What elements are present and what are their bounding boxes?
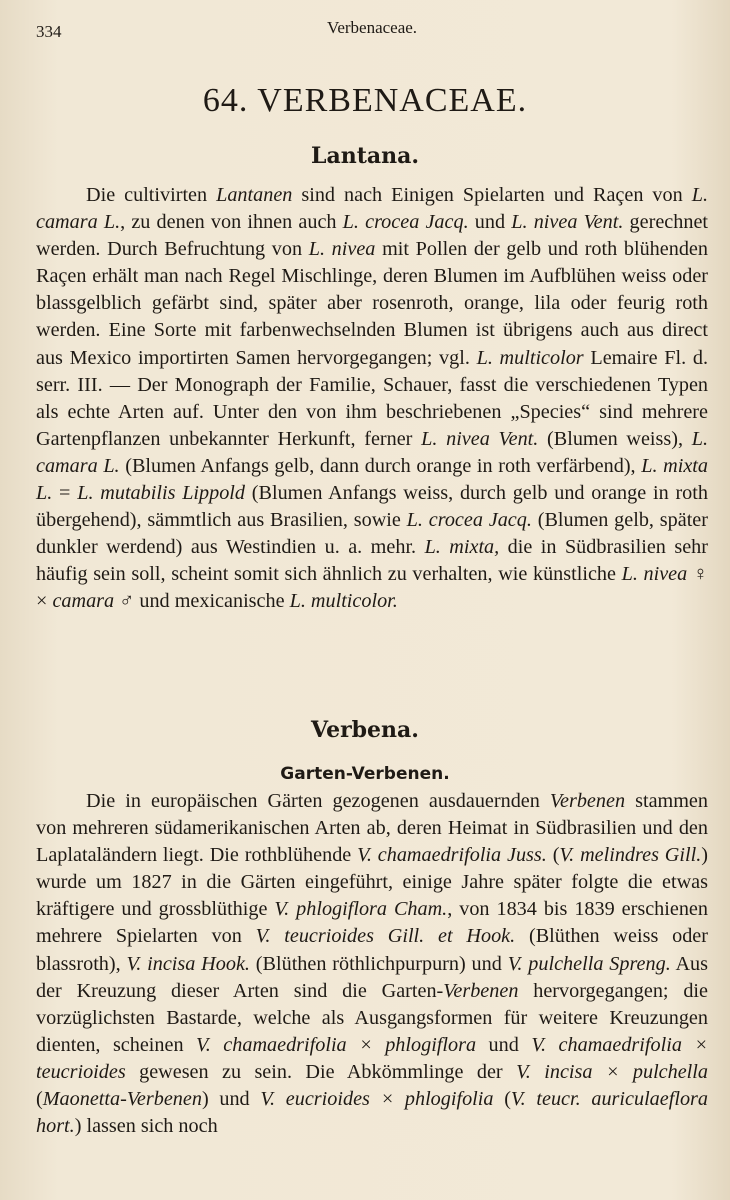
italic-taxon: L. nivea Vent. — [511, 211, 624, 234]
text-run: Aus der Kreuzung dieser Arten sind die Garten- — [36, 952, 709, 1002]
italic-taxon: L. mixta L. — [36, 454, 709, 505]
italic-taxon: L. camara L. — [36, 184, 708, 234]
italic-taxon: L. nivea — [621, 563, 688, 586]
text-run: ( — [36, 1088, 43, 1111]
text-run: , von 1834 bis 1839 erschienen mehrere Spielarten von — [36, 898, 708, 948]
italic-taxon: Verbenen — [549, 790, 626, 812]
text-run: = — [52, 482, 78, 505]
italic-taxon: V. melindres Gill. — [559, 844, 702, 867]
text-run: Lemaire Fl. d. serr. III. — Der Monograph der Familie, Schauer, fasst die verschiedenen Typen als echte Arten auf. Unter den von ihm beschriebenen „Species“ sind mehrere Gartenpflanzen unbekannter Herkunft, ferner — [36, 346, 708, 450]
italic-taxon: V. chamaedrifolia × phlogiflora — [196, 1033, 477, 1056]
italic-taxon: V. phlogiflora Cham. — [274, 898, 448, 921]
italic-taxon: L. multicolor — [476, 346, 584, 369]
text-run: ( — [493, 1088, 511, 1111]
italic-taxon: L. crocea Jacq. — [342, 211, 469, 234]
italic-taxon: Maonetta-Verbenen — [42, 1088, 202, 1111]
italic-taxon: Verbenen — [443, 979, 519, 1002]
text-run: Die in europäischen Gärten gezogenen ausdauernden — [86, 790, 550, 812]
text-run: und — [476, 1033, 532, 1056]
italic-taxon: L. multicolor. — [289, 590, 398, 613]
italic-taxon: camara — [52, 590, 115, 613]
text-run: mit Pollen der gelb und roth blühenden Raçen erhält man nach Regel Mischlinge, deren Blumen im Aufblühen weiss oder blassgelblich gefärbt sind, später aber rosenroth, orange, lila oder feurig roth werden. Eine Sorte mit farbenwechselnden Blumen ist übrigens auch aus direct aus Mexico importirten Samen hervorgegangen; vgl. — [36, 238, 708, 369]
chapter-title: 64. VERBENACEAE. — [202, 82, 528, 119]
italic-taxon: V. incisa × pulchella — [516, 1060, 708, 1083]
text-run: ( — [546, 844, 560, 867]
text-run: (Blüthen weiss oder blassroth), — [36, 925, 708, 975]
text-run: sind nach Einigen Spielarten und Raçen von — [292, 184, 692, 206]
italic-taxon: L. mutabilis Lippold — [77, 482, 246, 505]
text-run: Die cultivirten — [86, 184, 217, 206]
text-run: gewesen zu sein. Die Abkömmlinge der — [125, 1060, 517, 1083]
italic-taxon: V. teucrioides Gill. et Hook. — [255, 925, 516, 948]
running-head — [36, 16, 708, 44]
italic-taxon: L. camara L. — [36, 427, 708, 477]
text-run: , zu denen von ihnen auch — [120, 211, 343, 234]
text-run: ♂ und mexicanische — [114, 590, 290, 613]
text-run: (Blumen Anfangs weiss, durch gelb und orange in roth übergehend), sämmtlich aus Brasilien, sowie — [36, 482, 708, 532]
text-run: ♀ × — [36, 563, 708, 613]
italic-taxon: V. incisa Hook. — [126, 952, 250, 975]
italic-taxon: L. crocea Jacq. — [406, 509, 532, 532]
text-run: (Blüthen röthlichpurpurn) und — [249, 952, 508, 975]
text-run: hervorgegangen; die vorzüglichsten Bastarde, welche als Ausgangsformen für weitere Kreuzungen dienten, scheinen — [36, 979, 708, 1056]
italic-taxon: L. mixta, — [424, 536, 500, 559]
page-number: 334 — [36, 22, 62, 41]
text-run: (Blumen Anfangs gelb, dann durch orange in roth verfärbend), — [119, 454, 642, 477]
text-run: gerechnet werden. Durch Befruchtung von — [36, 211, 709, 261]
text-run: die in Südbrasilien sehr häufig sein soll, scheint somit sich ähnlich zu verhalten, wie künstliche — [36, 536, 708, 586]
text-run: ) lassen sich noch — [74, 1115, 218, 1138]
italic-taxon: Lantanen — [216, 184, 293, 206]
italic-taxon: L. nivea — [308, 238, 376, 261]
text-run: (Blumen gelb, später dunkler werdend) aus Westindien u. a. mehr. — [36, 509, 708, 559]
text-run: und — [468, 211, 512, 234]
italic-taxon: V. chamaedrifolia × teucrioides — [36, 1033, 709, 1083]
verbena-heading: Verbena. — [311, 717, 419, 743]
verbena-paragraph — [36, 788, 708, 1140]
italic-taxon: V. pulchella Spreng. — [507, 952, 671, 975]
verbena-subheading: Garten-Verbenen. — [280, 764, 450, 784]
text-run: stammen von mehreren südamerikanischen Arten ab, deren Heimat in Südbrasilien und den Laplataländern liegt. Die rothblühende — [36, 790, 708, 867]
lantana-heading: Lantana. — [310, 143, 420, 169]
text-run: (Blumen weiss), — [538, 427, 692, 450]
text-run: ) wurde um 1827 in die Gärten eingeführt, einige Jahre später folgte die etwas kräftigere und grossblüthige — [36, 844, 708, 921]
italic-taxon: V. teucr. auriculaeflora hort. — [36, 1088, 708, 1138]
italic-taxon: V. chamaedrifolia Juss. — [357, 844, 547, 867]
text-run: ) und — [201, 1088, 261, 1111]
italic-taxon: L. nivea Vent. — [421, 427, 539, 450]
lantana-paragraph — [36, 182, 708, 616]
italic-taxon: V. eucrioides × phlogifolia — [260, 1088, 494, 1111]
running-title: Verbenaceae. — [326, 18, 418, 37]
